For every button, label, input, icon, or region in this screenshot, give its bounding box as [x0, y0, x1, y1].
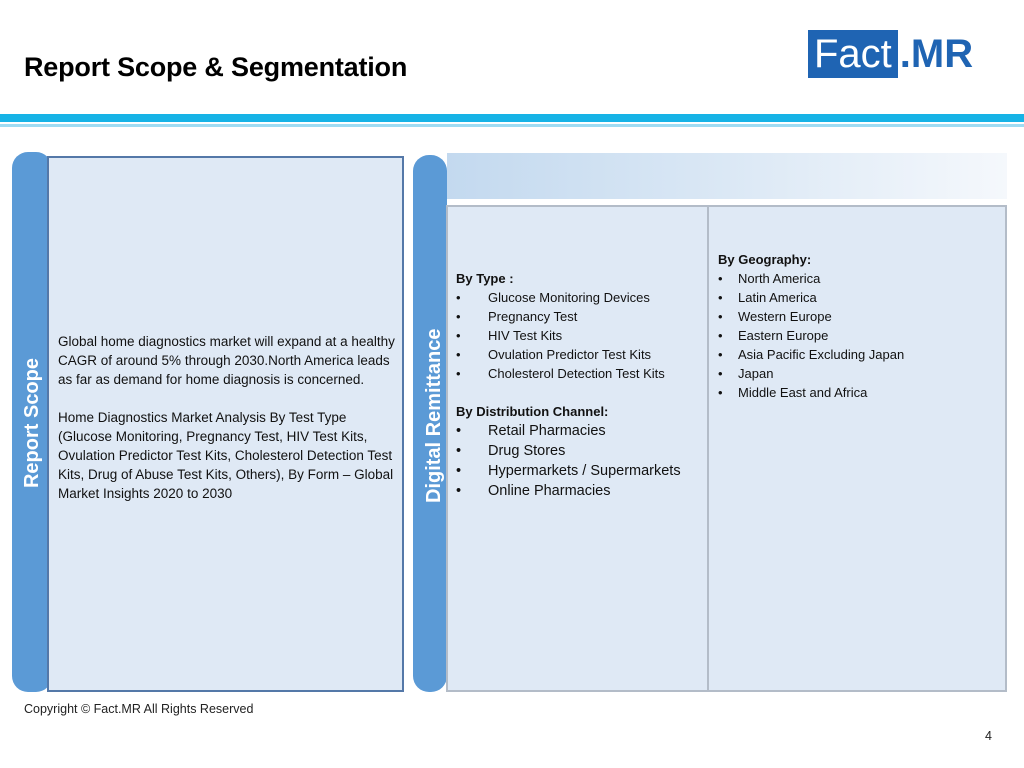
list-item: • Glucose Monitoring Devices: [456, 290, 650, 305]
logo-fact-text: Fact: [808, 30, 898, 78]
scope-paragraph-2: Home Diagnostics Market Analysis By Test Type (Glucose Monitoring, Pregnancy Test, HIV Test Kits, Ovulation Predictor Test Kits, Cholesterol Detection Test Kits, Drug of Abuse Test Kits, Others), By Form – Global Market Insights 2020 to 2030: [58, 410, 394, 501]
report-scope-text: [58, 332, 398, 503]
list-item: • Pregnancy Test: [456, 309, 578, 324]
header-rule: [0, 114, 1024, 122]
list-item: • Japan: [718, 366, 774, 381]
logo-mr-text: .MR: [899, 32, 974, 76]
list-item: • Cholesterol Detection Test Kits: [456, 366, 665, 381]
list-item: • Middle East and Africa: [718, 385, 868, 400]
list-item: • Eastern Europe: [718, 328, 829, 343]
list-item: • North America: [718, 271, 821, 286]
list-item: • Ovulation Predictor Test Kits: [456, 347, 652, 362]
list-item: • Retail Pharmacies: [456, 423, 606, 439]
list-item: • Asia Pacific Excluding Japan: [718, 347, 905, 362]
by-type-heading: By Type :: [456, 271, 514, 286]
digital-remittance-label: Digital Remittance: [423, 328, 445, 503]
header-rule-thin: [0, 124, 1024, 127]
segment-banner: [447, 153, 1007, 199]
list-item: • Western Europe: [718, 309, 832, 324]
scope-paragraph-1: Global home diagnostics market will expand at a healthy CAGR of around 5% through 2030.North America leads as far as demand for home diagnosis is concerned.: [58, 334, 395, 387]
fact-mr-logo: [808, 30, 973, 78]
geography-column: [718, 250, 1003, 402]
page-number: 4: [985, 729, 992, 743]
by-channel-heading: By Distribution Channel:: [456, 404, 609, 419]
column-divider: [707, 207, 709, 690]
list-item: • Latin America: [718, 290, 817, 305]
by-geography-heading: By Geography:: [718, 252, 812, 267]
report-scope-label: Report Scope: [21, 357, 43, 489]
list-item: • Online Pharmacies: [456, 483, 611, 499]
copyright-text: Copyright © Fact.MR All Rights Reserved: [24, 702, 254, 716]
list-item: • Drug Stores: [456, 443, 566, 459]
list-item: • HIV Test Kits: [456, 328, 563, 343]
list-item: • Hypermarkets / Supermarkets: [456, 463, 681, 479]
type-column: [456, 269, 706, 501]
page-title: Report Scope & Segmentation: [24, 52, 408, 82]
